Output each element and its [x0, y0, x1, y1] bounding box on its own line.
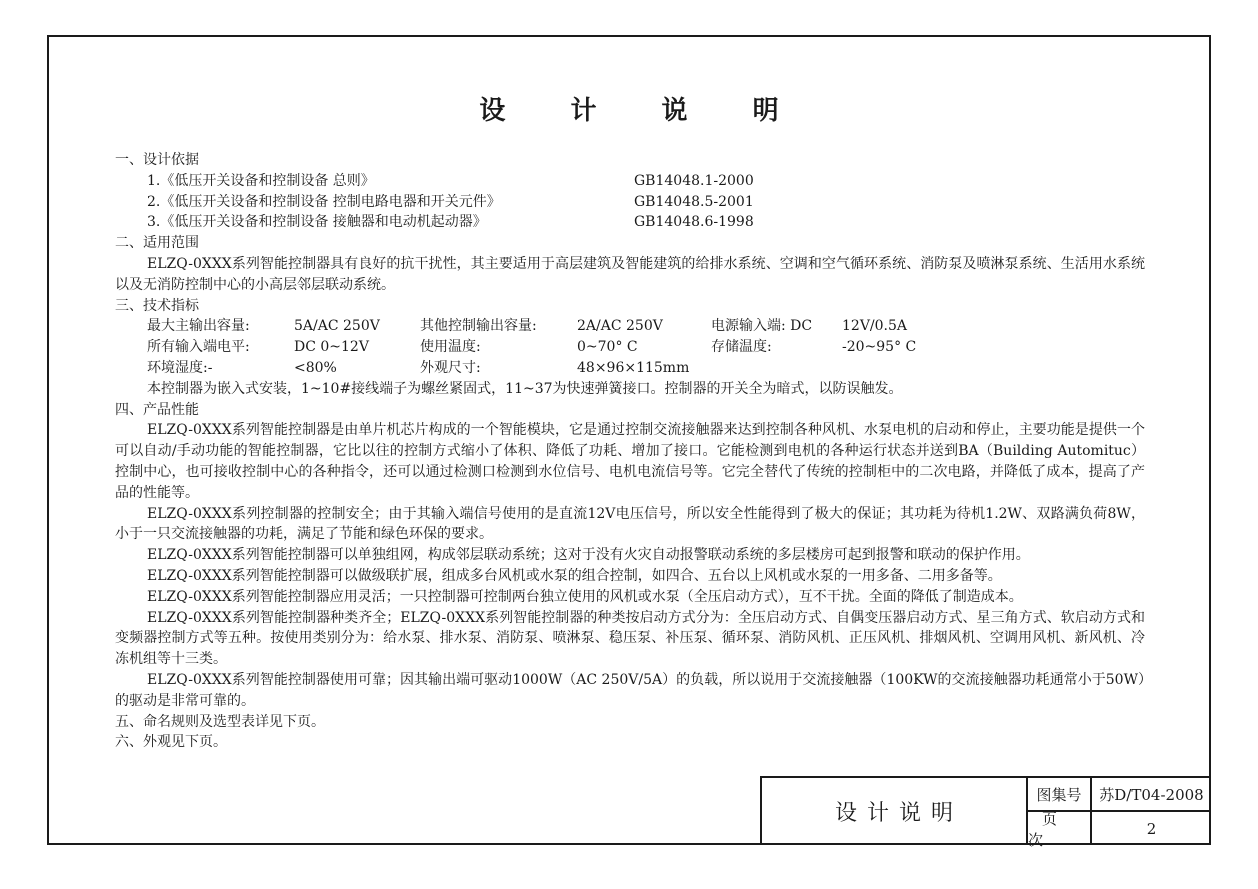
- page-number-value: 2: [1146, 819, 1157, 838]
- section-4-paragraph: ELZQ-0XXX系列控制器的控制安全；由于其输入端信号使用的是直流12V电压信号，所以安全性能得到了极大的保证；其功耗为待机1.2W、双路满负荷8W， 小于一只交流接触器的功耗，满足了节能和绿色环保的要求。: [115, 505, 1145, 543]
- section-4-paragraph: ELZQ-0XXX系列智能控制器可以做级联扩展，组成多台风机或水泵的组合控制，如四合、五台以上风机或水泵的一用多备、二用多备等。: [147, 567, 1002, 584]
- section-6-heading: 六、外观见下页。: [115, 734, 227, 751]
- reference-name: 3.《低压开关设备和控制设备 接触器和电动机起动器》: [147, 214, 487, 231]
- section-4-paragraph: ELZQ-0XXX系列智能控制器可以单独组网，构成邻层联动系统；这对于没有火灾自动报警联动系统的多层楼房可起到报警和联动的保护作用。: [147, 547, 1030, 564]
- atlas-number-label: 图集号: [1028, 778, 1092, 812]
- title-block-name: 设计说明: [762, 778, 1028, 845]
- spec-label: 电源输入端: DC: [711, 318, 813, 335]
- spec-value: 0~70° C: [577, 339, 638, 356]
- spec-label: 所有输入端电平:: [147, 339, 250, 356]
- spec-value: 12V/0.5A: [842, 318, 908, 335]
- document-body: [115, 150, 1145, 753]
- spec-label: 外观尺寸:: [420, 359, 481, 376]
- section-1-heading: 一、设计依据: [115, 152, 199, 168]
- section-3-note: 本控制器为嵌入式安装，1~10#接线端子为螺丝紧固式，11~37为快速弹簧接口。控制器的开关全为暗式，以防误触发。: [147, 380, 903, 397]
- section-4-heading: 四、产品性能: [115, 401, 199, 418]
- spec-value: DC 0~12V: [294, 339, 369, 356]
- reference-name: 1.《低压开关设备和控制设备 总则》: [147, 172, 375, 189]
- spec-label: 最大主输出容量:: [147, 318, 250, 335]
- section-4-paragraph: ELZQ-0XXX系列智能控制器应用灵活；一只控制器可控制两台独立使用的风机或水泵（全压启动方式），互不干扰。全面的降低了制造成本。: [147, 588, 1023, 605]
- section-4-paragraph: ELZQ-0XXX系列智能控制器种类齐全；ELZQ-0XXX系列智能控制器的种类按启动方式分为：全压启动方式、自偶变压器启动方式、星三角方式、软启动方式和变频器控制方式等五种。按使用类别分为：给水泵、排水泵、消防泵、喷淋泵、稳压泵、补压泵、循环泵、消防风机、正压风机、排烟风机、空调用风机、新风机、冷冻机组等十三类。: [115, 609, 1145, 668]
- page-number-label: 页次: [1028, 812, 1092, 845]
- spec-label: 环境湿度:-: [147, 359, 213, 376]
- spec-value: 5A/AC 250V: [294, 318, 380, 335]
- spec-value: <80%: [294, 359, 337, 376]
- page-title: 设 计 说 明: [479, 96, 807, 126]
- spec-value: 2A/AC 250V: [577, 318, 663, 335]
- spec-value: 48×96×115mm: [577, 359, 690, 376]
- atlas-number-value: 苏D/T04-2008: [1092, 778, 1211, 812]
- title-block: [760, 776, 1211, 849]
- reference-item: [115, 171, 1145, 192]
- reference-name: 2.《低压开关设备和控制设备 控制电路电器和开关元件》: [147, 193, 501, 210]
- spec-row: [115, 316, 1145, 337]
- reference-item: [115, 212, 1145, 233]
- spec-row: [115, 358, 1145, 379]
- reference-item: [115, 192, 1145, 213]
- spec-row: [115, 337, 1145, 358]
- section-4-paragraph: ELZQ-0XXX系列智能控制器是由单片机芯片构成的一个智能模块，它是通过控制交流接触器来达到控制各种风机、水泵电机的启动和停止，主要功能是提供一个可以自动/手动功能的智能控制器，它比以往的控制方式缩小了体积、降低了功耗、增加了接口。它能检测到电机的各种运行状态并送到BA（Building Automituc）控制中心，也可接收控制中心的各种指令，还可以通过检测口检测到水位信号、电机电流信号等。它完全替代了传统的控制柜中的二次电路，并降低了成本，提高了产品的性能等。: [115, 422, 1145, 501]
- reference-code: GB14048.6-1998: [634, 214, 754, 231]
- reference-code: GB14048.1-2000: [634, 172, 754, 189]
- spec-value: -20~95° C: [842, 339, 917, 356]
- section-4-paragraph: ELZQ-0XXX系列智能控制器使用可靠；因其输出端可驱动1000W（AC 250V/5A）的负载，所以说用于交流接触器（100KW的交流接触器功耗通常小于50W）的驱动是非常可靠的。: [115, 671, 1145, 709]
- section-2-heading: 二、适用范围: [115, 235, 199, 252]
- section-5-heading: 五、命名规则及选型表详见下页。: [115, 713, 325, 730]
- reference-code: GB14048.5-2001: [634, 193, 754, 210]
- section-3-heading: 三、技术指标: [115, 297, 199, 314]
- spec-label: 其他控制输出容量:: [420, 318, 537, 335]
- spec-label: 使用温度:: [420, 339, 481, 356]
- spec-label: 存储温度:: [711, 339, 772, 356]
- section-2-paragraph: ELZQ-0XXX系列智能控制器具有良好的抗干扰性，其主要适用于高层建筑及智能建筑的给排水系统、空调和空气循环系统、消防泵及喷淋泵系统、生活用水系统以及无消防控制中心的小高层邻层联动系统。: [115, 255, 1145, 293]
